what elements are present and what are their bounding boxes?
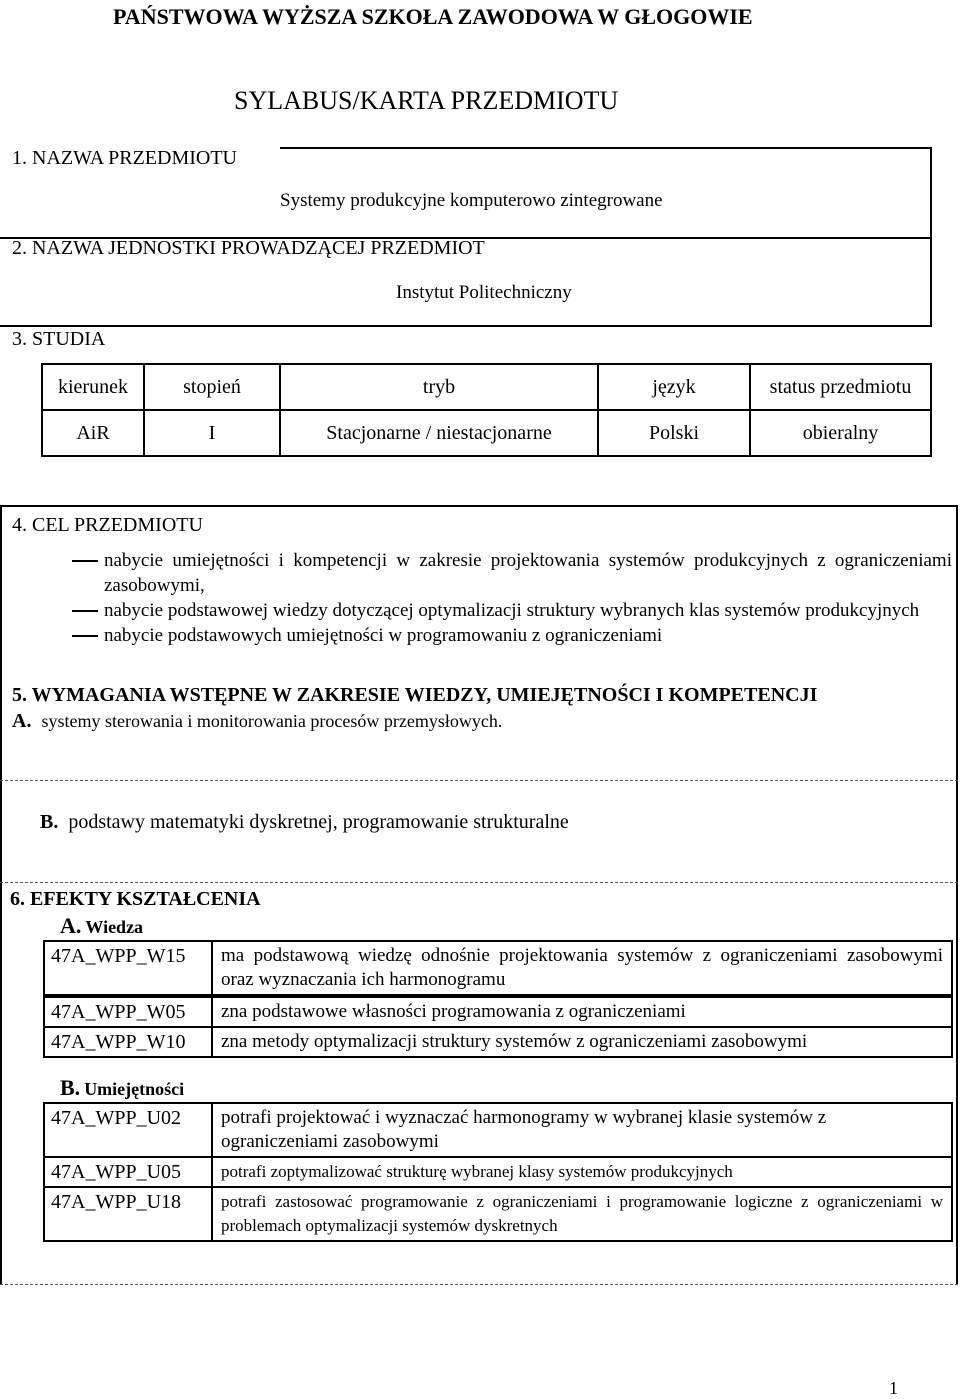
studies-value-row <box>42 410 931 456</box>
section-2-label: 2. NAZWA JEDNOSTKI PROWADZĄCEJ PRZEDMIOT <box>12 237 485 259</box>
effect-code: 47A_WPP_W10 <box>44 1027 212 1057</box>
studies-header-cell: język <box>598 364 750 410</box>
effect-description: ma podstawową wiedzę odnośnie projektowania systemów z ograniczeniami zasobowymi oraz wyznaczania ich harmonogramu <box>212 941 952 996</box>
effect-code: 47A_WPP_U05 <box>44 1157 212 1187</box>
school-name: PAŃSTWOWA WYŻSZA SZKOŁA ZAWODOWA W GŁOGOWIE <box>113 4 753 29</box>
section-1-label: 1. NAZWA PRZEDMIOTU <box>12 147 237 169</box>
studies-header-cell: tryb <box>280 364 598 410</box>
effects-a-letter: A. <box>60 913 82 938</box>
skills-row <box>44 1103 952 1157</box>
prereq-a <box>12 710 502 733</box>
effect-description: potrafi zastosować programowanie z ograniczeniami i programowanie logiczne z ograniczeniami w problemach optymalizacji systemów dyskretnych <box>212 1187 952 1241</box>
effects-b-heading <box>60 1075 184 1101</box>
skills-table <box>43 1102 953 1242</box>
prereq-a-text: systemy sterowania i monitorowania procesów przemysłowych. <box>41 711 503 731</box>
dash-bullet-icon <box>72 610 98 612</box>
section-4-label: 4. CEL PRZEDMIOTU <box>12 514 203 536</box>
effect-description: zna metody optymalizacji struktury systemów z ograniczeniami zasobowymi <box>212 1027 952 1057</box>
studies-header-row <box>42 364 931 410</box>
studies-value-cell: Polski <box>598 410 750 456</box>
section-3-label: 3. STUDIA <box>12 328 106 350</box>
prereq-b-text: podstawy matematyki dyskretnej, programowanie strukturalne <box>68 811 569 833</box>
frame-right-line <box>956 505 958 1285</box>
knowledge-table <box>43 940 953 1058</box>
divider-dotted <box>0 780 958 781</box>
frame-bottom-line <box>0 1284 958 1285</box>
knowledge-row <box>44 1027 952 1057</box>
section-1-box-right <box>930 147 932 237</box>
studies-header-cell: kierunek <box>42 364 144 410</box>
goals-list <box>72 548 952 648</box>
goal-item <box>72 598 952 623</box>
effect-description: potrafi zoptymalizować strukturę wybranej klasy systemów produkcyjnych <box>212 1157 952 1187</box>
effects-a-heading <box>60 913 143 939</box>
goal-text: nabycie podstawowych umiejętności w programowaniu z ograniczeniami <box>104 625 663 646</box>
skills-row <box>44 1157 952 1187</box>
effects-a-title: Wiedza <box>85 917 144 937</box>
studies-value-cell: I <box>144 410 280 456</box>
effect-description: potrafi projektować i wyznaczać harmonogramy w wybranej klasie systemów z ograniczeniami zasobowymi <box>212 1103 952 1157</box>
studies-value-cell: obieralny <box>750 410 931 456</box>
knowledge-row <box>44 941 952 996</box>
effect-code: 47A_WPP_W05 <box>44 996 212 1027</box>
unit-name: Instytut Politechniczny <box>396 282 572 303</box>
divider-dotted <box>0 882 958 883</box>
section-3-top-line <box>0 325 932 327</box>
subject-name: Systemy produkcyjne komputerowo zintegrowane <box>280 190 663 211</box>
studies-value-cell: Stacjonarne / niestacjonarne <box>280 410 598 456</box>
page-number: 1 <box>889 1378 898 1398</box>
prereq-b <box>40 811 569 834</box>
prereq-b-letter: B. <box>40 811 59 833</box>
effect-code: 47A_WPP_W15 <box>44 941 212 996</box>
dash-bullet-icon <box>72 635 98 637</box>
skills-row <box>44 1187 952 1241</box>
effect-description: zna podstawowe własności programowania z ograniczeniami <box>212 996 952 1027</box>
frame-left-line <box>0 505 2 1285</box>
prereq-a-letter: A. <box>12 710 32 732</box>
goal-item <box>72 548 952 598</box>
studies-header-cell: status przedmiotu <box>750 364 931 410</box>
document-title: SYLABUS/KARTA PRZEDMIOTU <box>234 86 619 115</box>
studies-header-cell: stopień <box>144 364 280 410</box>
section-6-label: 6. EFEKTY KSZTAŁCENIA <box>10 888 261 910</box>
studies-table <box>41 363 932 457</box>
effects-b-title: Umiejętności <box>84 1079 185 1099</box>
goal-item <box>72 623 952 648</box>
effects-b-letter: B. <box>60 1075 81 1100</box>
dash-bullet-icon <box>72 560 98 562</box>
section-1-box-top <box>280 147 930 149</box>
effect-code: 47A_WPP_U02 <box>44 1103 212 1157</box>
studies-value-cell: AiR <box>42 410 144 456</box>
frame-top-line <box>0 505 958 507</box>
knowledge-row <box>44 996 952 1027</box>
section-5-label: 5. WYMAGANIA WSTĘPNE W ZAKRESIE WIEDZY, UMIEJĘTNOŚCI I KOMPETENCJI <box>12 684 818 706</box>
section-2-box-right <box>930 237 932 327</box>
goal-text: nabycie umiejętności i kompetencji w zakresie projektowania systemów produkcyjnych z ograniczeniami zasobowymi, <box>104 550 952 596</box>
effect-code: 47A_WPP_U18 <box>44 1187 212 1241</box>
goal-text: nabycie podstawowej wiedzy dotyczącej optymalizacji struktury wybranych klas systemów produkcyjnych <box>104 600 920 621</box>
